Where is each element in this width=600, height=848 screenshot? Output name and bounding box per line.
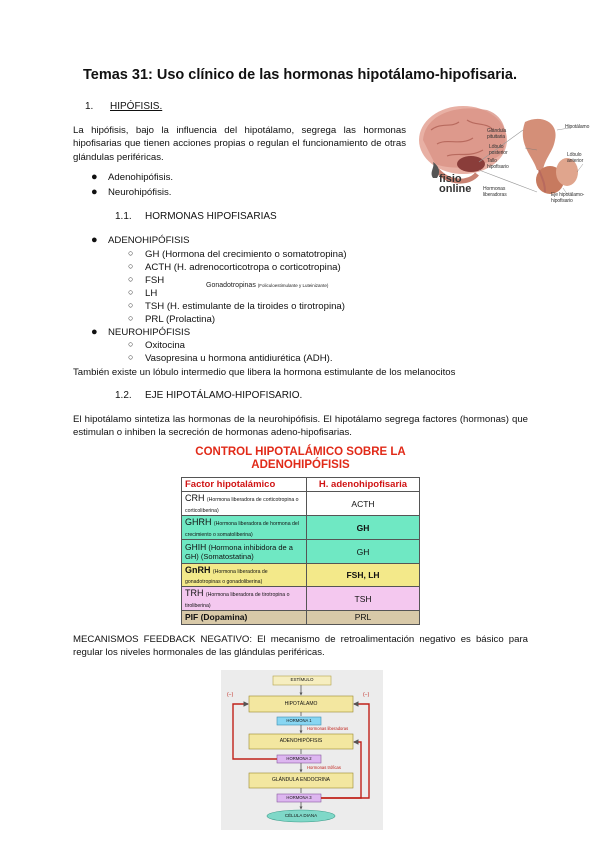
circle-bullet-icon: ○ — [128, 313, 134, 323]
header-hormone: H. adenohipofisaria — [307, 478, 420, 492]
adeno-item-tsh: ○ TSH (H. estimulante de la tiroides o tirotropina) — [128, 300, 345, 312]
circle-bullet-icon: ○ — [128, 352, 134, 362]
bullet-icon: ● — [91, 171, 98, 183]
diagram-minus-right: (−) — [363, 692, 370, 698]
brain-label-pituitaria: Glándula pituitaria — [487, 128, 507, 140]
table-row — [182, 610, 420, 624]
hormone-cell: PRL — [307, 610, 420, 624]
feedback-diagram — [221, 670, 383, 830]
brain-label-anterior: Lóbulo anterior — [567, 152, 584, 164]
circle-bullet-icon: ○ — [128, 300, 134, 310]
adeno-item-lh: ○ LH — [128, 287, 158, 299]
bullet-icon: ● — [91, 326, 98, 338]
diagram-hormona2: HORMONA 2 — [286, 756, 312, 761]
bullet-icon: ● — [91, 234, 98, 246]
adeno-item-prl: ○ PRL (Prolactina) — [128, 313, 216, 325]
diagram-hormona3: HORMONA 3 — [286, 795, 312, 800]
factor-cell: GnRH (Hormona liberadora de gonadotropinas o gonadoliberina) — [182, 564, 307, 587]
header-factor: Factor hipotalámico — [182, 478, 307, 492]
adeno-item-acth: ○ ACTH (H. adrenocorticotropa o corticotropina) — [128, 261, 341, 273]
factor-cell: GHRH (Hormona liberadora de hormona del crecimiento o somatoliberina) — [182, 516, 307, 540]
section-1-1-number: 1.1. — [115, 211, 132, 222]
table-row — [182, 564, 420, 587]
neuro-item-vasopresina: ○ Vasopresina u hormona antidiurética (ADH). — [128, 352, 333, 364]
hormone-cell: GH — [307, 516, 420, 540]
section-1-2-title: EJE HIPOTÁLAMO-HIPOFISARIO. — [145, 390, 303, 401]
brain-label-eje: Eje hipotálamo-hipofisario — [551, 192, 585, 204]
section-1-number: 1. — [85, 101, 94, 112]
brain-label-tallo: Tallo hipofisario — [487, 158, 509, 170]
brain-figure — [417, 100, 593, 203]
neuro-heading: ● NEUROHIPÓFISIS — [91, 326, 191, 338]
factor-cell: PIF (Dopamina) — [182, 610, 307, 624]
diagram-note-troficas: Hormonas tróficas — [307, 765, 341, 770]
gonadotropinas-note: Gonadotropinas (Foliculoestimulante y Luteinizante) — [206, 282, 329, 289]
adeno-item-fsh: ○ FSH — [128, 274, 165, 286]
diagram-hormona1: HORMONA 1 — [286, 718, 312, 723]
section-1-2-number: 1.2. — [115, 390, 132, 401]
part-item-neuro: ● Neurohipófisis. — [91, 186, 172, 198]
diagram-note-liberadoras: Hormonas liberadoras — [307, 726, 349, 731]
brain-label-posterior: Lóbulo posterior — [489, 144, 508, 156]
diagram-glandula: GLÁNDULA ENDOCRINA — [271, 777, 331, 783]
diagram-hipotalamo: HIPOTÁLAMO — [284, 701, 318, 707]
brain-label-hormonas: Hormonas liberadoras — [483, 186, 507, 198]
lobulo-note: También existe un lóbulo intermedio que libera la hormona estimulante de los melanocitos — [73, 367, 456, 378]
intro-paragraph: La hipófisis, bajo la influencia del hipotálamo, segrega las hormonas hipofisarias que tienen acciones propias o regulan el funcionamiento de otras glándulas periféricas. — [73, 125, 406, 163]
section-1-1-title: HORMONAS HIPOFISARIAS — [145, 211, 277, 222]
control-table-title: CONTROL HIPOTALÁMICO SOBRE LA ADENOHIPÓFISIS — [195, 446, 406, 471]
brain-label-hipotalamo: Hipotálamo — [565, 124, 590, 130]
table-row — [182, 492, 420, 516]
control-table-header — [182, 478, 420, 492]
factor-cell: CRH (Hormona liberadora de corticotropina o corticoliberina) — [182, 492, 307, 516]
logo-online: online — [439, 183, 472, 195]
diagram-minus-left: (−) — [227, 692, 234, 698]
circle-bullet-icon: ○ — [128, 274, 134, 284]
factor-cell: GHIH (Hormona inhibidora de a GH) (Somatostatina) — [182, 540, 307, 564]
bullet-icon: ● — [91, 186, 98, 198]
table-row — [182, 516, 420, 540]
circle-bullet-icon: ○ — [128, 287, 134, 297]
factor-cell: TRH (Hormona liberadora de tirotropina o tiroliberina) — [182, 587, 307, 610]
diagram-estimulo: ESTÍMULO — [290, 677, 314, 682]
logo-fisio: fisio — [439, 173, 462, 185]
eje-paragraph: El hipotálamo sintetiza las hormonas de la neurohipófisis. El hipotálamo segrega factores (hormonas) que estimulan o inhiben la secreción de hormonas adeno-hipofisarias. — [73, 414, 528, 439]
control-table — [181, 477, 420, 625]
neuro-item-oxitocina: ○ Oxitocina — [128, 339, 185, 351]
table-row — [182, 540, 420, 564]
feedback-paragraph: MECANISMOS FEEDBACK NEGATIVO: El mecanismo de retroalimentación negativo es básico para regular los niveles hormonales de las glándulas periféricas. — [73, 634, 528, 659]
hormone-cell: ACTH — [307, 492, 420, 516]
hormone-cell: TSH — [307, 587, 420, 610]
adeno-item-gh: ○ GH (Hormona del crecimiento o somatotropina) — [128, 248, 347, 260]
circle-bullet-icon: ○ — [128, 261, 134, 271]
hormone-cell: GH — [307, 540, 420, 564]
page-title: Temas 31: Uso clínico de las hormonas hipotálamo-hipofisaria. — [82, 67, 518, 83]
diagram-celula: CÉLULA DIANA — [284, 813, 318, 818]
part-item-adeno: ● Adenohipófisis. — [91, 171, 174, 183]
hormone-cell: FSH, LH — [307, 564, 420, 587]
circle-bullet-icon: ○ — [128, 248, 134, 258]
diagram-adeno: ADENOHIPÓFISIS — [279, 738, 323, 744]
section-1-title: HIPÓFISIS. — [110, 101, 163, 112]
circle-bullet-icon: ○ — [128, 339, 134, 349]
table-row — [182, 587, 420, 610]
adeno-heading: ● ADENOHIPÓFISIS — [91, 234, 190, 246]
